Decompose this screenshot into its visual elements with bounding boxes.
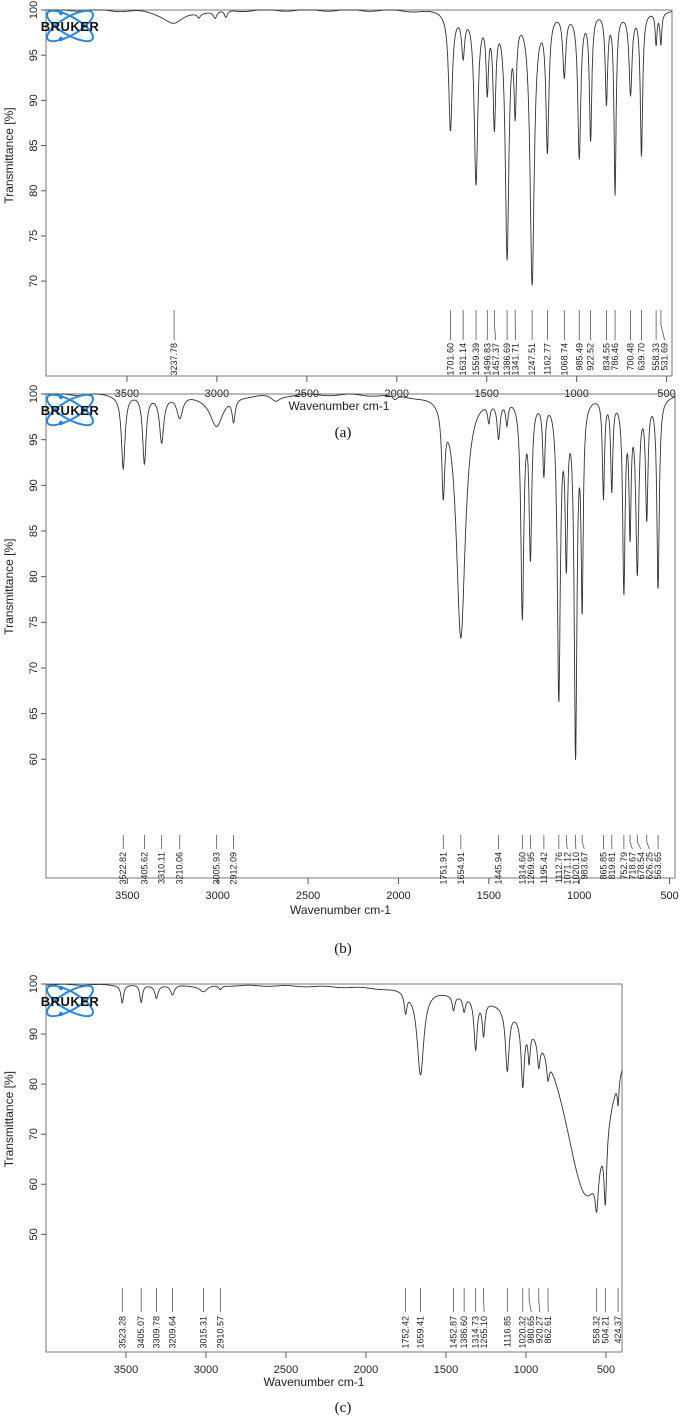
peak-label: 3310.11	[156, 852, 167, 884]
spectrum-panel-a	[2, 1, 676, 441]
peak-label: 626.25	[644, 852, 655, 880]
y-tick-label: 85	[28, 524, 40, 538]
y-axis-title: Transmittance [%]	[2, 1071, 16, 1168]
peak-label: 1020.32	[517, 1316, 528, 1349]
peak-label: 1341.71	[510, 343, 521, 376]
peak-label: 3015.31	[198, 1316, 209, 1349]
x-tick-label: 1500	[433, 1364, 459, 1376]
logo-dot	[59, 986, 63, 990]
x-tick-label: 3500	[113, 1364, 139, 1376]
peak-label: 1112.76	[553, 852, 564, 884]
peak-label: 1386.69	[502, 343, 513, 376]
peak-label: 980.65	[526, 1316, 537, 1344]
x-tick-label: 500	[660, 890, 679, 902]
peak-marker	[637, 835, 641, 849]
spectrum-panel-c	[2, 975, 623, 1416]
peak-label: 865.85	[598, 852, 609, 880]
x-tick-label: 3500	[115, 890, 140, 902]
plot-frame	[46, 984, 622, 1352]
peak-label: 2910.57	[215, 1316, 226, 1349]
x-tick-label: 2000	[386, 890, 411, 902]
peak-label: 985.49	[574, 343, 585, 371]
peak-marker	[529, 1288, 531, 1312]
x-tick-label: 2000	[384, 388, 410, 400]
peak-label: 1559.39	[471, 343, 482, 376]
peak-label: 1631.14	[458, 343, 469, 376]
panel-caption: (c)	[334, 1400, 352, 1416]
x-tick-label: 500	[657, 388, 676, 400]
spectrum-line	[46, 394, 675, 760]
y-tick-label: 70	[28, 661, 40, 675]
y-axis-title: Transmittance [%]	[2, 107, 16, 204]
bruker-logo	[41, 5, 100, 47]
y-tick-label: 60	[28, 1178, 40, 1191]
x-tick-label: 2500	[294, 388, 320, 400]
x-tick-label: 500	[596, 1364, 616, 1376]
y-tick-label: 70	[28, 1128, 40, 1141]
peak-label: 3309.78	[151, 1316, 162, 1349]
peak-label: 3210.06	[174, 852, 185, 885]
peak-label: 786.46	[610, 343, 621, 371]
plot-frame	[46, 394, 675, 878]
peak-label: 563.65	[653, 852, 664, 880]
y-axis-title: Transmittance [%]	[2, 538, 16, 635]
peak-marker	[661, 310, 665, 340]
logo-text: BRUKER	[40, 994, 100, 1009]
peak-label: 862.61	[543, 1316, 554, 1344]
peak-label: 2912.09	[228, 852, 239, 885]
peak-label: 1457.37	[490, 343, 501, 376]
peak-label: 700.48	[625, 343, 636, 371]
y-tick-label: 90	[28, 1027, 40, 1041]
peak-label: 1116.85	[502, 1316, 513, 1348]
peak-label: 1314.73	[470, 1316, 481, 1349]
x-tick-label: 2000	[353, 1364, 379, 1376]
y-tick-label: 85	[28, 139, 40, 152]
x-tick-label: 3500	[114, 388, 140, 400]
peak-label: 3522.82	[118, 852, 129, 885]
peak-marker	[647, 835, 650, 849]
x-tick-label: 3000	[205, 890, 230, 902]
peak-label: 752.79	[618, 852, 629, 880]
peak-label: 3405.07	[136, 1316, 147, 1349]
y-tick-label: 100	[28, 384, 40, 404]
y-tick-label: 90	[28, 479, 40, 492]
spectrum-line	[46, 984, 622, 1212]
peak-label: 678.54	[635, 852, 646, 880]
x-tick-label: 3000	[204, 388, 230, 400]
x-tick-label: 2500	[273, 1364, 299, 1376]
peak-marker	[630, 835, 632, 849]
peak-label: 1247.51	[527, 343, 538, 376]
peak-label: 1071.12	[562, 852, 573, 885]
y-tick-label: 100	[28, 974, 40, 994]
x-tick-label: 1000	[564, 388, 589, 400]
logo-dot	[59, 1012, 63, 1016]
peak-marker	[539, 1288, 540, 1312]
peak-label: 558.32	[591, 1316, 602, 1344]
plot-frame	[46, 10, 672, 376]
y-tick-label: 70	[28, 274, 40, 288]
peak-label: 424.37	[613, 1316, 624, 1344]
x-tick-label: 2500	[295, 890, 321, 902]
x-axis-title: Wavenumber cm-1	[288, 399, 390, 413]
peak-label: 1314.60	[517, 852, 528, 885]
peak-label: 718.67	[627, 852, 638, 880]
panel-caption: (a)	[334, 425, 352, 441]
y-tick-label: 75	[28, 229, 40, 243]
peak-label: 1752.42	[400, 1316, 411, 1349]
y-tick-label: 75	[28, 616, 40, 629]
peak-label: 1659.41	[415, 1316, 426, 1349]
bruker-logo	[41, 980, 100, 1022]
peak-label: 1701.60	[445, 343, 456, 376]
x-tick-label: 3000	[193, 1364, 219, 1376]
y-tick-label: 65	[28, 707, 40, 720]
peak-label: 558.33	[651, 343, 662, 371]
x-tick-label: 1000	[566, 890, 592, 902]
peak-marker	[494, 310, 495, 340]
peak-marker	[582, 835, 584, 849]
y-tick-label: 80	[28, 570, 40, 583]
peak-label: 1195.42	[538, 852, 549, 884]
y-tick-label: 60	[28, 753, 40, 766]
peak-label: 1162.77	[542, 343, 553, 375]
y-tick-label: 80	[28, 1078, 40, 1091]
peak-marker	[566, 835, 567, 849]
peak-label: 1654.91	[455, 852, 466, 885]
y-tick-label: 95	[28, 433, 40, 446]
peak-label: 1068.74	[559, 343, 570, 376]
peak-marker	[484, 1288, 485, 1312]
logo-dot	[59, 37, 63, 41]
y-tick-label: 50	[28, 1228, 40, 1241]
peak-label: 1269.95	[525, 852, 536, 885]
y-tick-label: 90	[28, 94, 40, 107]
peak-label: 819.81	[606, 852, 617, 880]
peak-label: 1020.10	[570, 852, 581, 885]
peak-label: 3209.64	[167, 1316, 178, 1349]
y-tick-label: 80	[28, 184, 40, 197]
peak-label: 639.70	[636, 343, 647, 371]
peak-label: 1496.83	[482, 343, 493, 376]
x-axis-title: Wavenumber cm-1	[263, 1375, 365, 1389]
y-tick-label: 100	[28, 0, 40, 20]
peak-label: 983.67	[579, 852, 590, 880]
peak-label: 3523.28	[117, 1316, 128, 1349]
logo-dot	[59, 395, 63, 399]
peak-label: 3405.62	[139, 852, 150, 885]
peak-label: 922.52	[585, 343, 596, 371]
peak-label: 834.55	[601, 343, 612, 371]
spectrum-panel-b	[2, 385, 679, 957]
x-tick-label: 1500	[476, 890, 502, 902]
panel-caption: (b)	[334, 941, 352, 957]
peak-label: 1452.87	[448, 1316, 459, 1349]
bruker-logo	[41, 389, 100, 431]
x-tick-label: 1500	[474, 388, 499, 400]
x-axis-title: Wavenumber cm-1	[290, 903, 391, 917]
peak-label: 920.27	[534, 1316, 545, 1344]
peak-label: 531.69	[659, 343, 670, 371]
peak-label: 3237.78	[169, 343, 180, 376]
peak-label: 3005.93	[211, 852, 222, 885]
y-tick-label: 95	[28, 49, 40, 62]
logo-dot	[59, 421, 63, 425]
peak-label: 504.21	[600, 1316, 611, 1344]
peak-label: 1265.10	[479, 1316, 490, 1349]
peak-label: 1751.91	[438, 852, 449, 885]
peak-label: 1445.94	[493, 852, 504, 885]
logo-dot	[59, 11, 63, 15]
logo-text: BRUKER	[40, 403, 100, 418]
logo-text: BRUKER	[40, 19, 100, 34]
peak-label: 1386.60	[459, 1316, 470, 1349]
x-tick-label: 1000	[513, 1364, 539, 1376]
spectrum-line	[46, 10, 672, 285]
